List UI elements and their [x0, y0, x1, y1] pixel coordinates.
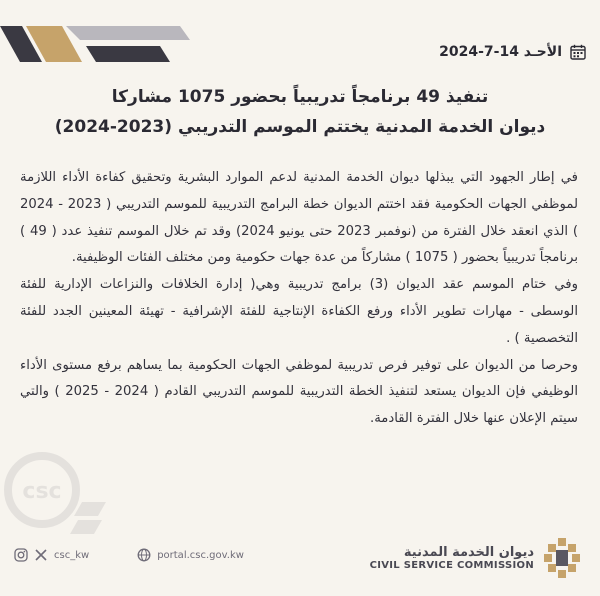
header-stripes-decoration — [0, 0, 190, 70]
logo-text — [370, 545, 534, 571]
paragraph-3: وحرصا من الديوان على توفير فرص تدريبية لموظفي الجهات الحكومية بما يساهم برفع مستوى الأداء الوظيفي فإن الديوان يستعد لتنفيذ الخطة التدريبية للموسم التدريبي القادم ( 2024 - 2025 ) والتي سيتم الإعلان عنها خلال الفترة القادمة. — [20, 357, 578, 427]
post-date: الأحـد 14-7-2024 — [439, 44, 562, 60]
calendar-icon — [570, 44, 586, 60]
web-link-icon[interactable] — [137, 548, 151, 562]
stripe-dark-bottom — [86, 46, 170, 62]
csc-watermark-logo — [2, 440, 112, 540]
csc-logo-icon — [542, 536, 586, 580]
article-body — [20, 165, 578, 433]
title-line-2: ديوان الخدمة المدنية يختتم الموسم التدريبي (2023-2024) — [54, 117, 546, 137]
csc-logo-block — [370, 536, 586, 580]
title-line-1: تنفيذ 49 برنامجاً تدريبياً بحضور 1075 مشاركا — [111, 87, 489, 107]
instagram-icon[interactable] — [14, 548, 28, 562]
stripe-gray-top — [66, 26, 190, 40]
date-row — [439, 44, 586, 60]
website-link[interactable]: portal.csc.gov.kw — [157, 549, 244, 561]
x-twitter-icon[interactable] — [34, 548, 48, 562]
org-name-english: CIVIL SERVICE COMMISSION — [369, 560, 534, 571]
social-handle[interactable]: csc_kw — [54, 549, 90, 561]
paragraph-1: في إطار الجهود التي يبذلها ديوان الخدمة المدنية لدعم الموارد البشرية وتحقيق كفاءة الأداء اللازمة لموظفي الجهات الحكومية فقد اختتم الديوان خطة البرامج التدريبية للموسم التدريبي ( 2023 - 2024 ) الذي انعقد خلال الفترة من (نوفمبر 2023 حتى يونيو 2024) وقد تم خلال الموسم تنفيذ عدد ( 49 ) برنامجاً تدريبياً بحضور ( 1075 ) مشاركاً من عدة جهات حكومية ومن مختلف الفئات الوظيفية. — [20, 170, 578, 266]
article-title — [40, 82, 560, 142]
footer-contacts — [14, 548, 244, 562]
org-name-arabic: ديوان الخدمة المدنية — [403, 545, 534, 560]
watermark-text: csc — [22, 479, 62, 504]
paragraph-2: وفي ختام الموسم عقد الديوان (3) برامج تدريبية وهي( إدارة الخلافات والنزاعات الإدارية للفئة الوسطى - مهارات تطوير الأداء ورفع الكفاءة الإنتاجية للفئة الإشرافية - تهيئة المعينين الجدد للفئة التخصصية ) . — [20, 277, 578, 346]
